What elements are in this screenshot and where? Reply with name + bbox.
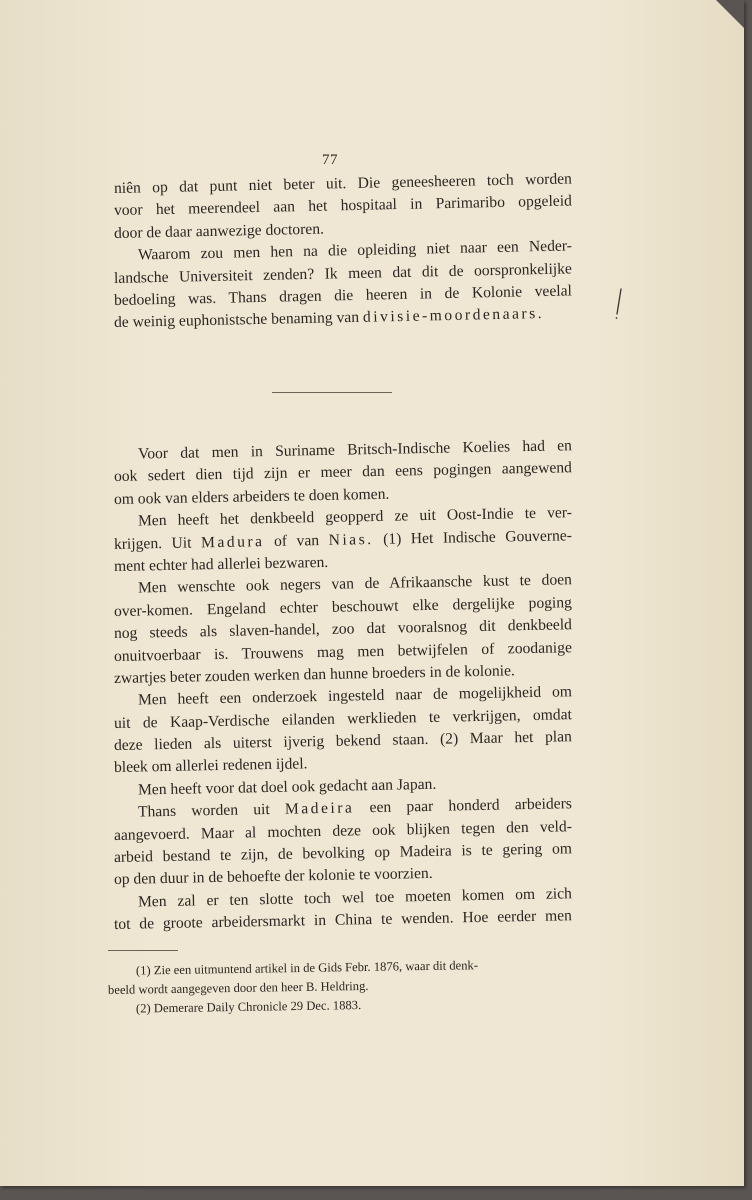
footnote-ref: (1) [373, 529, 412, 548]
main-paragraphs [113, 437, 573, 937]
continued-paragraph [113, 170, 573, 335]
text-fragment: de weinig euphonistsche benaming van [113, 309, 364, 332]
footnote-separator [108, 950, 178, 951]
text-fragment: of van [264, 531, 329, 550]
text-line: voor het meerendeel aan het hospitaal in Parimaribo opgeleid [113, 192, 573, 220]
footnote-line: (2) Demerare Daily Chronicle 29 Dec. 1883. [135, 998, 362, 1016]
text-line: nog steeds als slaven-handel, zoo dat vooralsnog dit denkbeeld [113, 616, 573, 643]
text-line: om ook van elders arbeiders te doen komen. [113, 485, 390, 508]
text-line: ment echter had allerlei bezwaren. [113, 553, 329, 575]
text-line: deze lieden als uiterst ijverig bekend staan. (2) Maar het plan [113, 728, 573, 755]
text-fragment: krijgen. Uit [113, 533, 202, 553]
text-line: ook sedert dien tijd zijn er meer dan eens pogingen aangewend [113, 459, 573, 486]
text-line: bleek om allerlei redenen ijdel. [113, 755, 308, 777]
text-fragment: een paar honderd arbeiders [354, 795, 573, 817]
place-name: Madura [200, 532, 265, 551]
text-line: landsche Universiteit zenden? Ik meen dat dit de oorspronkelijke [113, 259, 573, 287]
text-line: onuitvoerbaar is. Trouwens mag men betwijfelen of zoodanige [113, 638, 573, 665]
text-line: bedoeling was. Thans dragen die heeren in de Kolonie veelal [113, 282, 573, 309]
spaced-term: divisie-moordenaars. [362, 305, 545, 327]
text-line: Men wenschte ook negers van de Afrikaansche kust te doen [137, 571, 573, 597]
text-line: door de daar aanwezige doctoren. [113, 220, 325, 242]
text-line: Men heeft het denkbeeld geopperd ze uit Oost-Indie te ver- [137, 504, 573, 530]
text-line: Men heeft een onderzoek ingesteld naar de mogelijkheid om [137, 683, 573, 709]
text-line: tot de groote arbeidersmarkt in China te wenden. Hoe eerder men [113, 907, 573, 934]
text-line: Men zal er ten slotte toch wel toe moeten komen om zich [137, 885, 573, 911]
footnote-line: (1) Zie een uitmuntend artikel in de Gids Febr. 1876, waar dit denk- [135, 958, 479, 978]
page-corner [716, 0, 744, 28]
page-number: 77 [322, 152, 338, 168]
text-line: Men heeft voor dat doel ook gedacht aan Japan. [137, 775, 437, 799]
text-line: zwartjes beter zouden werken dan hunne broeders in de kolonie. [113, 662, 516, 687]
text-line: aangevoerd. Maar al mochten deze ook blijken tegen den veld- [113, 817, 573, 844]
place-name: Madeira [284, 799, 355, 818]
footnotes [107, 958, 580, 1019]
text-line: Voor dat men in Suriname Britsch-Indische Koelies had en [137, 437, 573, 463]
text-line: over-komen. Engeland echter beschouwt elke dergelijke poging [113, 593, 573, 620]
text-line: Waarom zou men hen na die opleiding niet naar een Neder- [137, 237, 573, 264]
place-name: Nias. [328, 530, 374, 549]
text-fragment: Het Indische Gouverne- [410, 526, 573, 547]
text-line: arbeid bestand te zijn, de bevolking op Madeira is te gering om [113, 840, 573, 867]
pencil-margin-mark [612, 288, 626, 320]
text-fragment: Thans worden uit [137, 800, 286, 821]
text-line: op den duur in de behoefte der kolonie te voorzien. [113, 865, 433, 889]
footnote-line: beeld wordt aangegeven door den heer B. Heldring. [107, 978, 369, 997]
text-line: uit de Kaap-Verdische eilanden werklieden te verkrijgen, omdat [113, 705, 573, 732]
text-line: niên op dat punt niet beter uit. Die geneesheeren toch worden [113, 170, 573, 197]
section-separator [272, 392, 392, 393]
